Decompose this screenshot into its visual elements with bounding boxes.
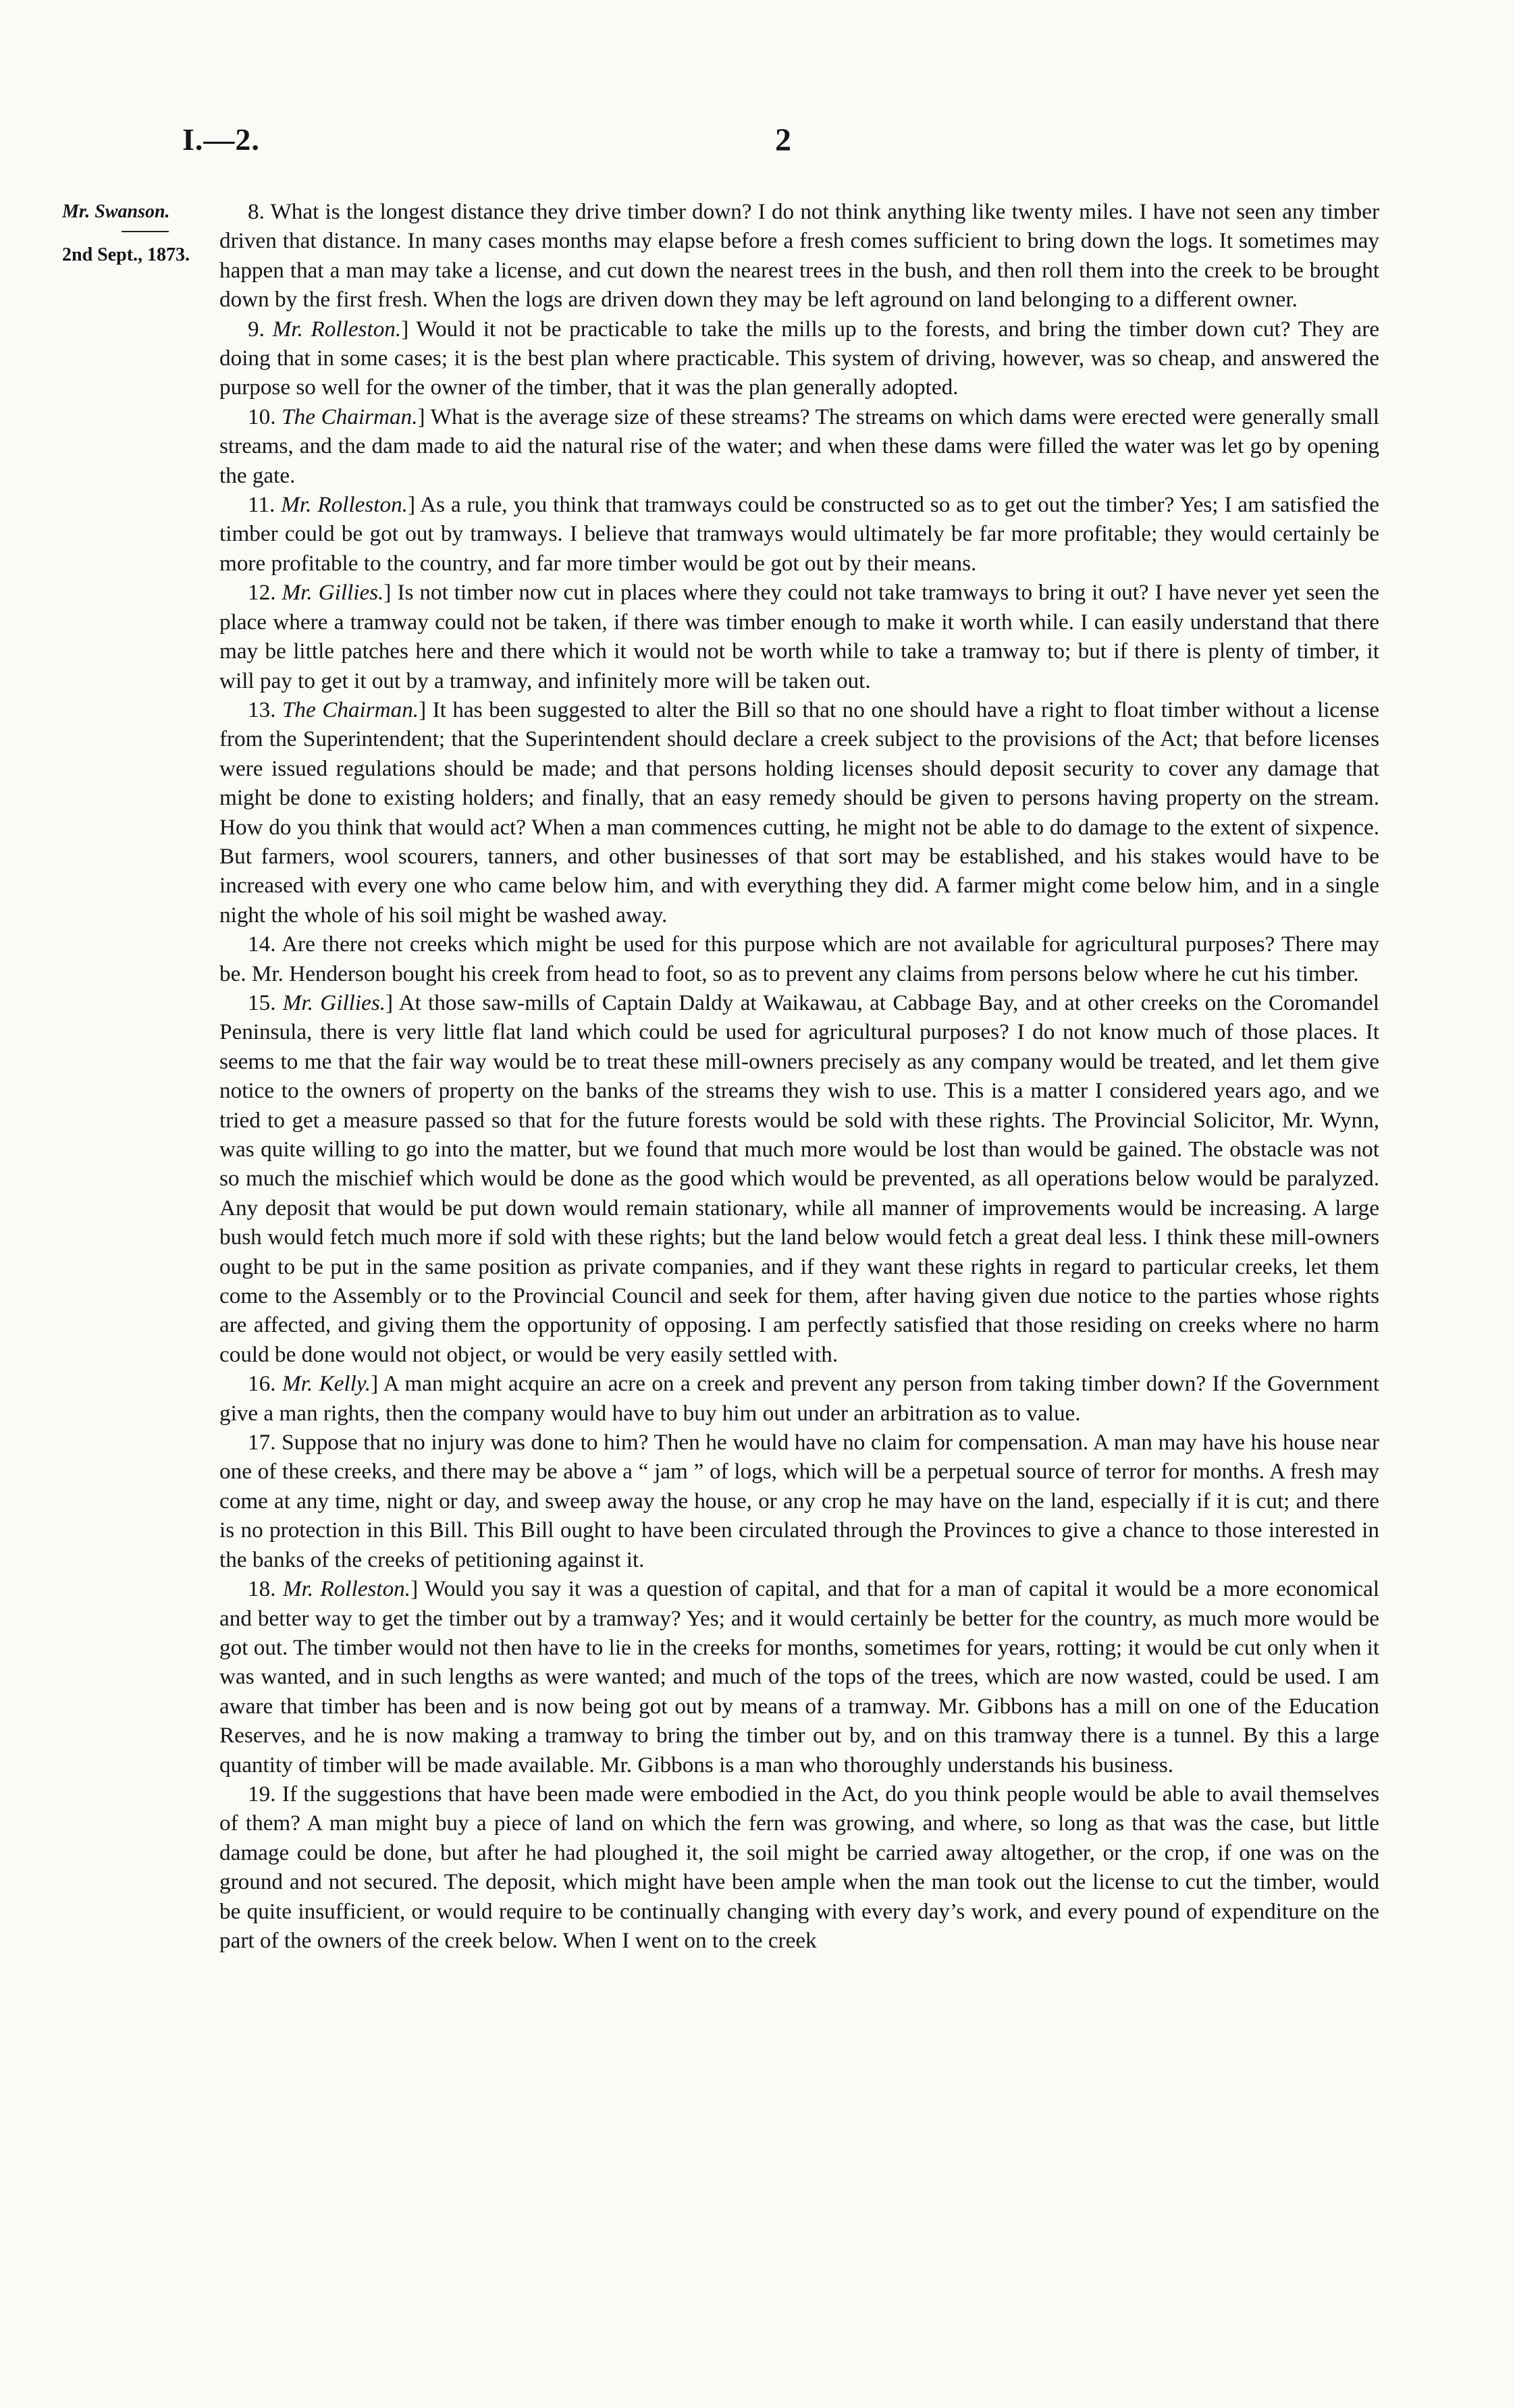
speaker-name: The Chairman. bbox=[282, 404, 418, 429]
page-number: 2 bbox=[775, 122, 791, 158]
paragraph: 10. The Chairman.] What is the average size of these streams? The streams on which dams were erected were generally small streams, and the dam made to aid the natural rise of the water; and when these dams were filled the water was let go by opening the gate. bbox=[219, 404, 1379, 488]
paragraph: 14. Are there not creeks which might be used for this purpose which are not available for agricultural purposes? There may be. Mr. Henderson bought his creek from head to foot, so as to prevent any claims from persons below where he cut his timber. bbox=[219, 932, 1380, 986]
margin-witness-name: Mr. Swanson. bbox=[62, 201, 170, 222]
speaker-name: The Chairman. bbox=[282, 697, 419, 722]
paragraph: 11. Mr. Rolleston.] As a rule, you think that tramways could be constructed so as to get out the timber? Yes; I am satisfied the timber could be got out by tramways. I believe that tramways would ultimately be far more profitable; they would certainly be more profitable to the country, and far more timber would be got out by their means. bbox=[219, 492, 1379, 576]
paragraph: 19. If the suggestions that have been made were embodied in the Act, do you think people would be able to avail themselves of them? A man might buy a piece of land on which the fern was growing, and where, so long as that was the case, but little damage could be done, but after he had ploughed it, the soil might be carried away altogether, or the crop, if one was on the ground and not secured. The deposit, which might have been ample when the man took out the license to cut the timber, would be quite insufficient, or would require to be continually changing with every day’s work, and every pound of expenditure on the part of the owners of the creek below. When I went on to the creek bbox=[219, 1781, 1380, 1953]
paper-reference: I.—2. bbox=[182, 122, 260, 157]
paragraph: 13. The Chairman.] It has been suggested to alter the Bill so that no one should have a right to float timber without a license from the Superintendent; that the Superintendent should declare a creek subject to the provisions of the Act; that before licenses were issued regulations should be made; and that persons holding licenses should deposit security to cover any damage that might be done to existing holders; and finally, that an easy remedy should be given to persons having property on the stream. How do you think that would act? When a man commences cutting, he might not be able to do damage to the extent of sixpence. But farmers, wool scourers, tanners, and other businesses of that sort may be established, and his stakes would have to be increased with every one who came below him, and with everything they did. A farmer might come below him, and in a single night the whole of his soil might be washed away. bbox=[219, 697, 1379, 928]
speaker-name: Mr. Gillies. bbox=[282, 990, 386, 1015]
paragraph: 18. Mr. Rolleston.] Would you say it was a question of capital, and that for a man of capital it would be a more economical and better way to get the timber out by a tramway? Yes; and it would certainly be better for the country, as much more would be got out. The timber would not then have to lie in the creeks for months, sometimes for years, rotting; it would be cut only when it was wanted, and in such lengths as were wanted; and much of the tops of the trees, which are now wasted, could be used. I am aware that timber has been and is now being got out by means of a tramway. Mr. Gibbons has a mill on one of the Education Reserves, and he is now making a tramway to bring the timber out by, and on this tramway there is a tunnel. By this a large quantity of timber will be made available. Mr. Gibbons is a man who thoroughly understands his business. bbox=[219, 1576, 1379, 1777]
speaker-name: Mr. Rolleston. bbox=[272, 316, 402, 342]
testimony-body bbox=[219, 197, 1379, 1955]
paragraph: 8. What is the longest distance they drive timber down? I do not think anything like twenty miles. I have not seen any timber driven that distance. In many cases months may elapse before a fresh comes sufficient to bring down the logs. It sometimes may happen that a man may take a license, and cut down the nearest trees in the bush, and then roll them into the creek to be brought down by the first fresh. When the logs are driven down they may be left aground on land belonging to a different owner. bbox=[219, 199, 1380, 313]
paragraph: 9. Mr. Rolleston.] Would it not be practicable to take the mills up to the forests, and bring the timber down cut? They are doing that in some cases; it is the best plan where practicable. This system of driving, however, was so cheap, and answered the purpose so well for the owner of the timber, that it was the plan generally adopted. bbox=[219, 316, 1379, 400]
speaker-name: Mr. Rolleston. bbox=[281, 492, 408, 518]
speaker-name: Mr. Kelly. bbox=[282, 1371, 371, 1397]
paragraph: 17. Suppose that no injury was done to him? Then he would have no claim for compensation. A man may have his house near one of these creeks, and there may be above a “ jam ” of logs, which will be a perpetual source of terror for months. A fresh may come at any time, night or day, and sweep away the house, or any crop he may have on the land, especially if it is cut; and there is no protection in this Bill. This Bill ought to have been circulated through the Provinces to give a chance to those interested in the banks of the creeks of petitioning against it. bbox=[219, 1430, 1380, 1572]
margin-date: 2nd Sept., 1873. bbox=[62, 244, 190, 265]
paragraph: 15. Mr. Gillies.] At those saw-mills of Captain Daldy at Waikawau, at Cabbage Bay, and at other creeks on the Coromandel Peninsula, there is very little flat land which could be used for agricultural purposes? I do not know much of those places. It seems to me that the fair way would be to treat these mill-owners precisely as any company would be treated, and let them give notice to the owners of property on the banks of the streams they wish to use. This is a matter I considered years ago, and we tried to get a measure passed so that for the future forests would be sold with these rights. The Provincial Solicitor, Mr. Wynn, was quite willing to go into the matter, but we found that much more would be lost than would be gained. The obstacle was not so much the mischief which would be done as the good which would be prevented, as all operations below would be paralyzed. Any deposit that would be put down would remain stationary, while all manner of improvements would be increasing. A large bush would fetch much more if sold with these rights; but the land below would fetch a great deal less. I think these mill-owners ought to be put in the same position as private companies, and if they want these rights in regard to particular creeks, let them come to the Assembly or to the Provincial Council and seek for them, after having given due notice to the parties whose rights are affected, and giving them the opportunity of opposing. I am perfectly satisfied that those residing on creeks where no harm could be done would not object, or would be very easily settled with. bbox=[219, 990, 1379, 1367]
speaker-name: Mr. Gillies. bbox=[282, 580, 384, 606]
paragraph: 16. Mr. Kelly.] A man might acquire an acre on a creek and prevent any person from taking timber down? If the Government give a man rights, then the company would have to buy him out under an arbitration as to value. bbox=[219, 1371, 1379, 1426]
margin-divider bbox=[122, 231, 169, 232]
paragraph: 12. Mr. Gillies.] Is not timber now cut in places where they could not take tramways to bring it out? I have never yet seen the place where a tramway could not be taken, if there was timber enough to make it worth while. I can easily understand that there may be little patches here and there which it would not be worth while to take a tramway to; but if there is plenty of timber, it will pay to get it out by a tramway, and infinitely more will be taken out. bbox=[219, 580, 1379, 693]
speaker-name: Mr. Rolleston. bbox=[282, 1576, 411, 1602]
